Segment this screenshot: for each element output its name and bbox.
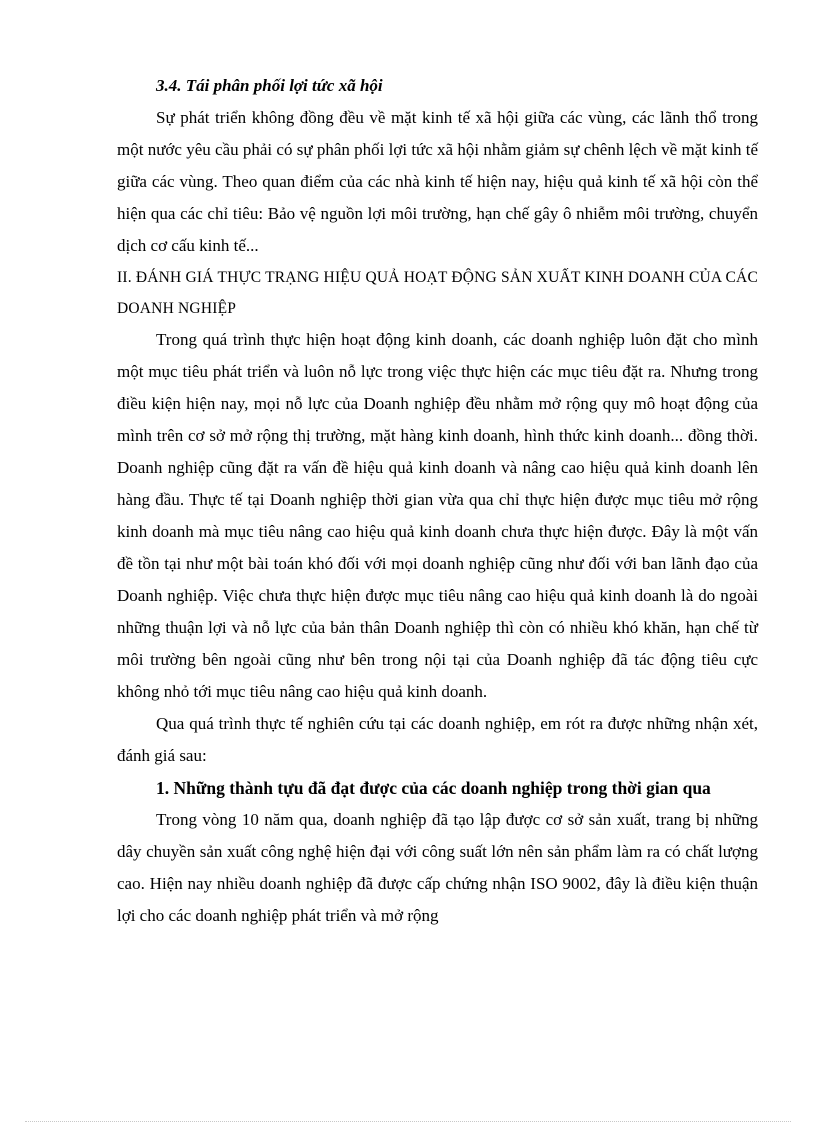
section-1-heading: 1. Những thành tựu đã đạt được của các doanh nghiệp trong thời gian qua xyxy=(156,778,711,798)
section-II-heading: II. ĐÁNH GIÁ THỰC TRẠNG HIỆU QUẢ HOẠT ĐỘNG SẢN XUẤT KINH DOANH CỦA CÁC DOANH NGHIỆP xyxy=(117,269,758,317)
paragraph-1: Trong vòng 10 năm qua, doanh nghiệp đã tạo lập được cơ sở sản xuất, trang bị những dây chuyền sản xuất công nghệ hiện đại với công suất lớn nên sản phẩm làm ra có chất lượng cao. Hiện nay nhiều doanh nghiệp đã được cấp chứng nhận ISO 9002, đây là điều kiện thuận lợi cho các doanh nghiệp phát triển và mở rộng xyxy=(117,810,758,925)
paragraph-II-1: Trong quá trình thực hiện hoạt động kinh doanh, các doanh nghiệp luôn đặt cho mình một mục tiêu phát triển và luôn nỗ lực trong việc thực hiện các mục tiêu đặt ra. Nhưng trong điều kiện hiện nay, mọi nỗ lực của Doanh nghiệp đều nhằm mở rộng quy mô hoạt động của mình trên cơ sở mở rộng thị trường, mặt hàng kinh doanh, hình thức kinh doanh... đồng thời. Doanh nghiệp cũng đặt ra vấn đề hiệu quả kinh doanh và nâng cao hiệu quả kinh doanh lên hàng đầu. Thực tế tại Doanh nghiệp thời gian vừa qua chỉ thực hiện được mục tiêu mở rộng kinh doanh mà mục tiêu nâng cao hiệu quả kinh doanh chưa thực hiện được. Đây là một vấn đề tồn tại như một bài toán khó đối với mọi doanh nghiệp cũng như đối với ban lãnh đạo của Doanh nghiệp. Việc chưa thực hiện được mục tiêu nâng cao hiệu quả kinh doanh là do ngoài những thuận lợi và nỗ lực của bản thân Doanh nghiệp thì còn có nhiều khó khăn, hạn chế từ môi trường bên ngoài cũng như bên trong nội tại của Doanh nghiệp đã tác động tiêu cực không nhỏ tới mục tiêu nâng cao hiệu quả kinh doanh. xyxy=(117,330,758,701)
page-bottom-rule xyxy=(25,1121,791,1122)
paragraph-3-4: Sự phát triển không đồng đều về mặt kinh tế xã hội giữa các vùng, các lãnh thổ trong một nước yêu cầu phải có sự phân phối lợi tức xã hội nhằm giảm sự chênh lệch về mặt kinh tế giữa các vùng. Theo quan điểm của các nhà kinh tế hiện nay, hiệu quả kinh tế xã hội còn thể hiện qua các chỉ tiêu: Bảo vệ nguồn lợi môi trường, hạn chế gây ô nhiễm môi trường, chuyển dịch cơ cấu kinh tế... xyxy=(117,108,758,255)
section-3-4-heading: 3.4. Tái phân phối lợi tức xã hội xyxy=(156,76,383,95)
paragraph-II-2: Qua quá trình thực tế nghiên cứu tại các doanh nghiệp, em rót ra được những nhận xét, đánh giá sau: xyxy=(117,714,758,765)
document-page xyxy=(117,70,758,932)
